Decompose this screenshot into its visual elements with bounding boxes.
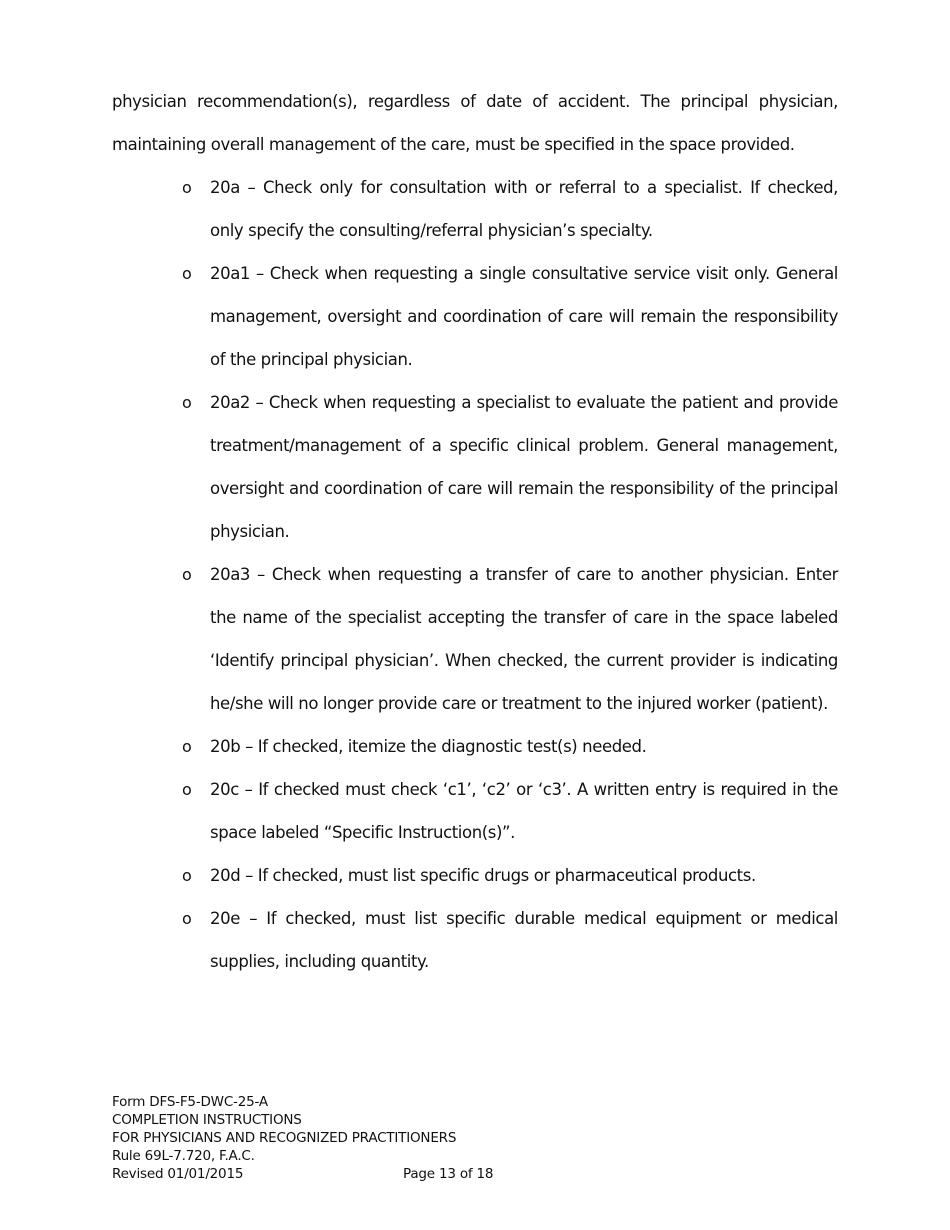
list-item-20e	[112, 897, 838, 983]
footer-rule: Rule 69L-7.720, F.A.C.	[112, 1148, 255, 1164]
list-item-text: 20e – If checked, must list specific durable medical equipment or medical supplies, including quantity.	[210, 909, 838, 971]
list-item-text: 20a – Check only for consultation with or referral to a specialist. If checked, only specify the consulting/referral physician’s specialty.	[210, 178, 838, 240]
list-item-20a	[112, 166, 838, 252]
list-item-text: 20d – If checked, must list specific drugs or pharmaceutical products.	[210, 866, 756, 885]
list-item-20b	[112, 725, 838, 768]
footer-revised-date: Revised 01/01/2015	[112, 1166, 244, 1182]
bullet-marker: o	[182, 780, 192, 799]
bullet-marker: o	[182, 264, 192, 283]
list-item-20c	[112, 768, 838, 854]
list-item-text: 20a1 – Check when requesting a single consultative service visit only. General management, oversight and coordination of care will remain the responsibility of the principal physician.	[210, 264, 838, 369]
bullet-marker: o	[182, 866, 192, 885]
page-footer	[112, 1093, 494, 1183]
list-item-20d	[112, 854, 838, 897]
intro-paragraph: physician recommendation(s), regardless of date of accident. The principal physician, maintaining overall management of the care, must be specified in the space provided.	[112, 92, 838, 154]
bullet-marker: o	[182, 178, 192, 197]
page-number: Page 13 of 18	[403, 1166, 494, 1182]
bullet-marker: o	[182, 565, 192, 584]
list-item-20a2	[112, 381, 838, 553]
list-item-text: 20b – If checked, itemize the diagnostic test(s) needed.	[210, 737, 647, 756]
list-item-text: 20a3 – Check when requesting a transfer of care to another physician. Enter the name of the specialist accepting the transfer of care in the space labeled ‘Identify principal physician’. When checked, the current provider is indicating he/she will no longer provide care or treatment to the injured worker (patient).	[210, 565, 838, 713]
footer-title-line-1: COMPLETION INSTRUCTIONS	[112, 1112, 302, 1128]
instruction-list	[112, 166, 838, 983]
list-item-20a3	[112, 553, 838, 725]
bullet-marker: o	[182, 909, 192, 928]
bullet-marker: o	[182, 737, 192, 756]
footer-revised-row	[112, 1165, 494, 1183]
footer-title-line-2: FOR PHYSICIANS AND RECOGNIZED PRACTITIONERS	[112, 1130, 457, 1146]
bullet-marker: o	[182, 393, 192, 412]
list-item-20a1	[112, 252, 838, 381]
list-item-text: 20a2 – Check when requesting a specialist to evaluate the patient and provide treatment/management of a specific clinical problem. General management, oversight and coordination of care will remain the responsibility of the principal physician.	[210, 393, 838, 541]
list-item-text: 20c – If checked must check ‘c1’, ‘c2’ or ‘c3’. A written entry is required in the space labeled “Specific Instruction(s)”.	[210, 780, 838, 842]
footer-form-number: Form DFS-F5-DWC-25-A	[112, 1094, 268, 1110]
